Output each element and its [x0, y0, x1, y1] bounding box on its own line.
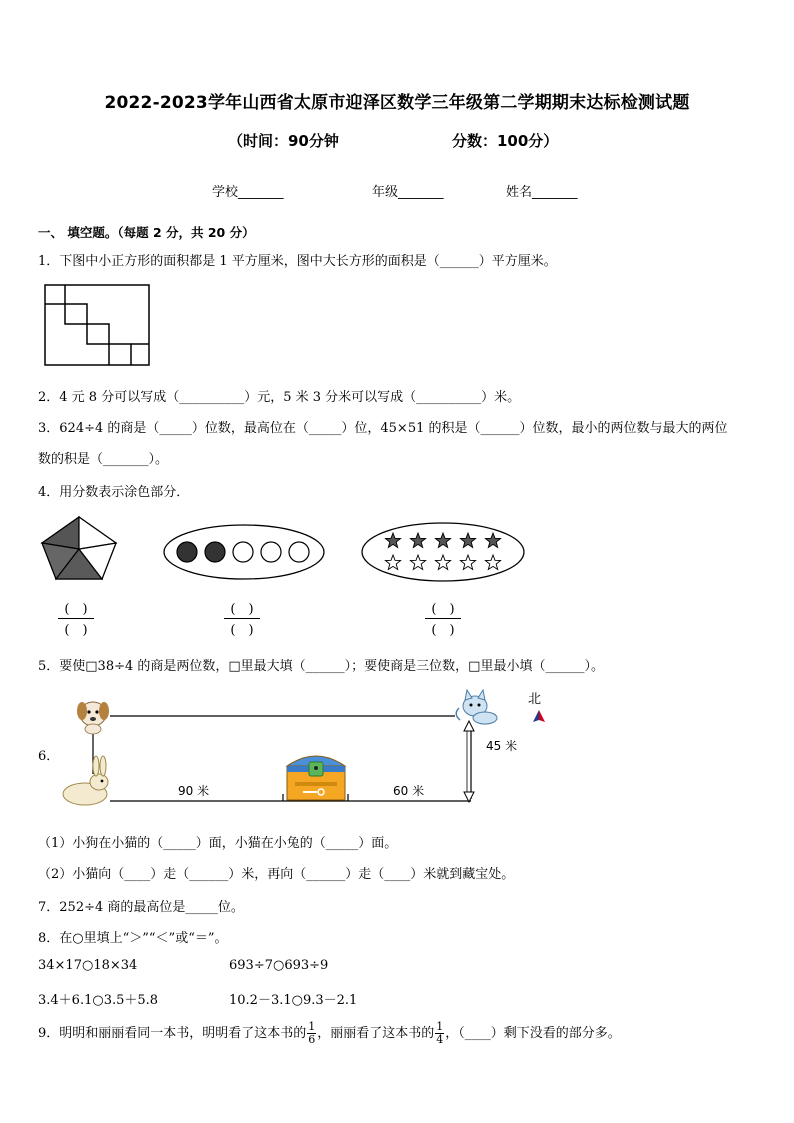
filled-star-icon	[485, 533, 500, 548]
distance-60: 60 米	[393, 784, 425, 798]
treasure-chest-icon	[287, 756, 345, 800]
filled-star-icon	[435, 533, 450, 548]
rectangle-grid-figure	[44, 284, 152, 366]
question-6-part-1: （1）小狗在小猫的（_____）面，小猫在小兔的（_____）面。	[38, 836, 398, 851]
compare-item-1: 34×17○18×34	[38, 958, 138, 973]
exam-time: （时间：90分钟	[228, 132, 339, 150]
distance-90: 90 米	[178, 784, 210, 798]
grade-field: 年级_______	[372, 185, 444, 200]
distance-45: 45 米	[486, 739, 518, 753]
north-arrow-icon	[533, 710, 545, 722]
north-label: 北	[528, 692, 542, 707]
question-2: 2．4 元 8 分可以写成（__________）元，5 米 3 分米可以写成（__________）米。	[38, 390, 521, 405]
hollow-star-icon	[410, 555, 425, 570]
fraction-blank-1[interactable]: ( ) ( )	[58, 598, 94, 638]
compare-item-4: 10.2－3.1○9.3－2.1	[229, 993, 358, 1008]
filled-star-icon	[460, 533, 475, 548]
question-6-label: 6．	[38, 749, 60, 764]
question-1: 1．下图中小正方形的面积都是 1 平方厘米，图中大长方形的面积是（______）平方厘米。	[38, 254, 557, 269]
hollow-star-icon	[460, 555, 475, 570]
hollow-star-icon	[385, 555, 400, 570]
question-9: 9．明明和丽丽看同一本书，明明看了这本书的 $\frac{1}{6}$ ，丽丽看了这本书的 $\frac{1}{4}$ ，（____）剩下没看的部分多。	[38, 1020, 621, 1046]
hollow-star-icon	[435, 555, 450, 570]
cat-icon	[456, 690, 497, 724]
page-title: 2022-2023学年山西省太原市迎泽区数学三年级第二学期期末达标检测试题	[104, 93, 690, 113]
question-6-part-2: （2）小猫向（____）走（______）米，再向（______）走（____）米就到藏宝处。	[38, 867, 515, 882]
fraction-blank-2[interactable]: ( ) ( )	[224, 598, 260, 638]
section-heading: 一、 填空题。（每题 2 分，共 20 分）	[38, 225, 255, 240]
dog-icon	[77, 702, 109, 734]
pentagon-figure	[40, 515, 118, 581]
fraction-blank-3[interactable]: ( ) ( )	[425, 598, 461, 638]
question-8: 8．在○里填上“＞”“＜”或“＝”。	[38, 931, 228, 946]
filled-star-icon	[385, 533, 400, 548]
hollow-star-icon	[485, 555, 500, 570]
filled-star-icon	[410, 533, 425, 548]
school-field: 学校_______	[212, 185, 284, 200]
fraction-one-quarter: $\frac{1}{4}$	[436, 1020, 444, 1046]
question-4: 4．用分数表示涂色部分．	[38, 485, 190, 500]
question-3-line-2: 数的积是（_______）。	[38, 452, 169, 467]
question-3-line-1: 3．624÷4 的商是（_____）位数，最高位在（_____）位，45×51 的积是（______）位数，最小的两位数与最大的两位	[38, 421, 728, 436]
compare-item-2: 693÷7○693÷9	[229, 958, 329, 973]
name-field: 姓名_______	[506, 185, 578, 200]
stars-oval-figure	[361, 521, 525, 583]
rabbit-icon	[63, 756, 108, 805]
exam-score: 分数：100分）	[452, 132, 559, 150]
map-diagram	[55, 684, 555, 809]
question-5: 5．要使□38÷4 的商是两位数，□里最大填（______）；要使商是三位数，□里最小填（______）。	[38, 659, 604, 674]
fraction-one-sixth: $\frac{1}{6}$	[308, 1020, 316, 1046]
question-7: 7．252÷4 商的最高位是_____位。	[38, 900, 244, 915]
compare-item-3: 3.4＋6.1○3.5＋5.8	[38, 993, 159, 1008]
circles-oval-figure	[163, 523, 325, 581]
